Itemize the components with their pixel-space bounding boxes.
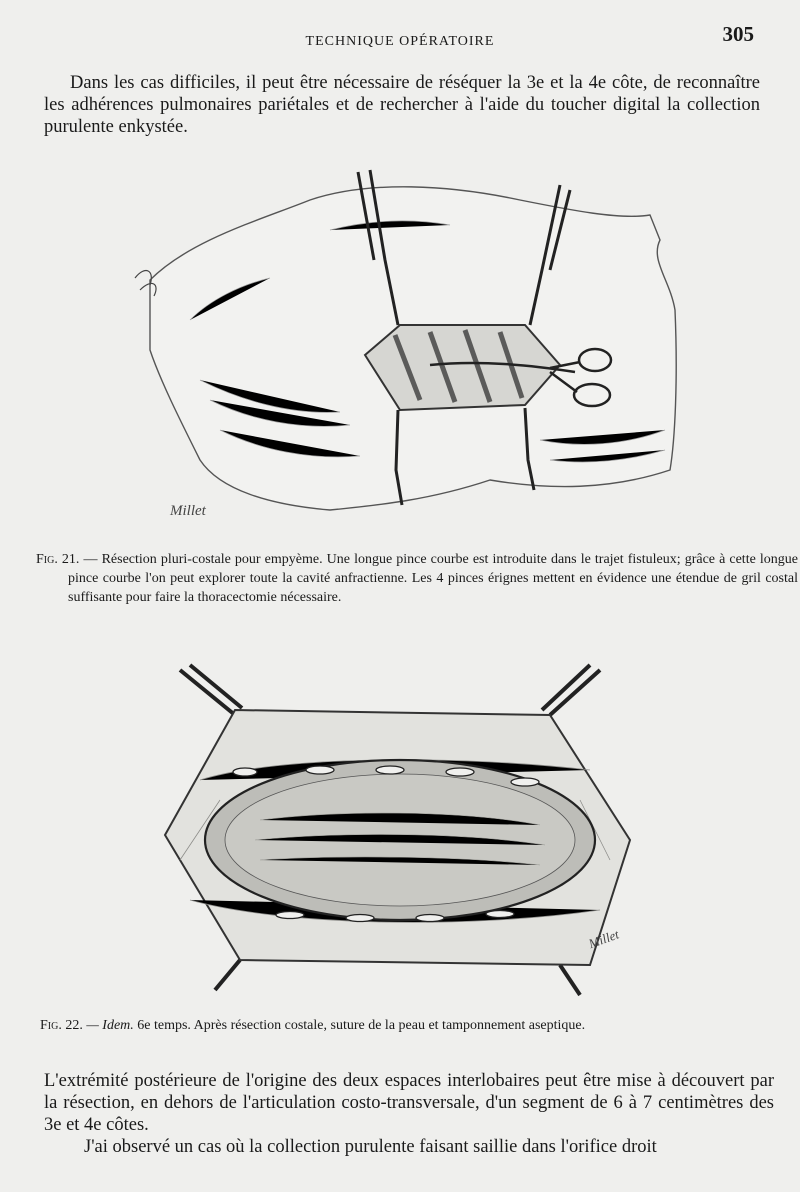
page-number: 305 — [722, 22, 754, 46]
figure-22-idem: — Idem. — [82, 1018, 134, 1033]
figure-21-label: Fig. 21. — [36, 552, 80, 567]
figure-21-illustration — [130, 160, 680, 530]
figure-22-caption-text: 6e temps. Après résection costale, suture de la peau et tamponnement aseptique. — [133, 1018, 586, 1033]
paragraph-observation: J'ai observé un cas où la collection purulente faisant saillie dans l'orifice droit — [84, 1137, 657, 1157]
figure-21-caption — [36, 550, 798, 607]
figure-22-illustration — [160, 660, 660, 1005]
paragraph-intro: Dans les cas difficiles, il peut être nécessaire de réséquer la 3e et la 4e côte, de reconnaître les adhérences pulmonaires pariétales et de rechercher à l'aide du toucher digital la collection purulente enkystée. — [44, 73, 760, 137]
fig22-signature: Millet — [586, 926, 621, 952]
paragraph-interlobaires: L'extrémité postérieure de l'origine des deux espaces interlobaires peut être mise à découvert par la résection, en dehors de l'articulation costo-transversale, d'un segment de 6 à 7 centimètres des 3e et 4e côtes. — [44, 1071, 774, 1135]
figure-21-caption-text: — Résection pluri-costale pour empyème. Une longue pince courbe est introduite dans le trajet fistuleux; grâce à cette longue pince courbe l'on peut explorer toute la cavité anfractienne. Les 4 pinces érignes mettent en évidence une étendue de gril costal suffisante pour faire la thoracectomie nécessaire. — [68, 552, 798, 605]
figure-22-caption — [40, 1016, 780, 1035]
running-head: TECHNIQUE OPÉRATOIRE — [305, 34, 495, 49]
fig21-signature: Millet — [170, 503, 206, 519]
figure-22-label: Fig. 22. — [40, 1018, 83, 1033]
